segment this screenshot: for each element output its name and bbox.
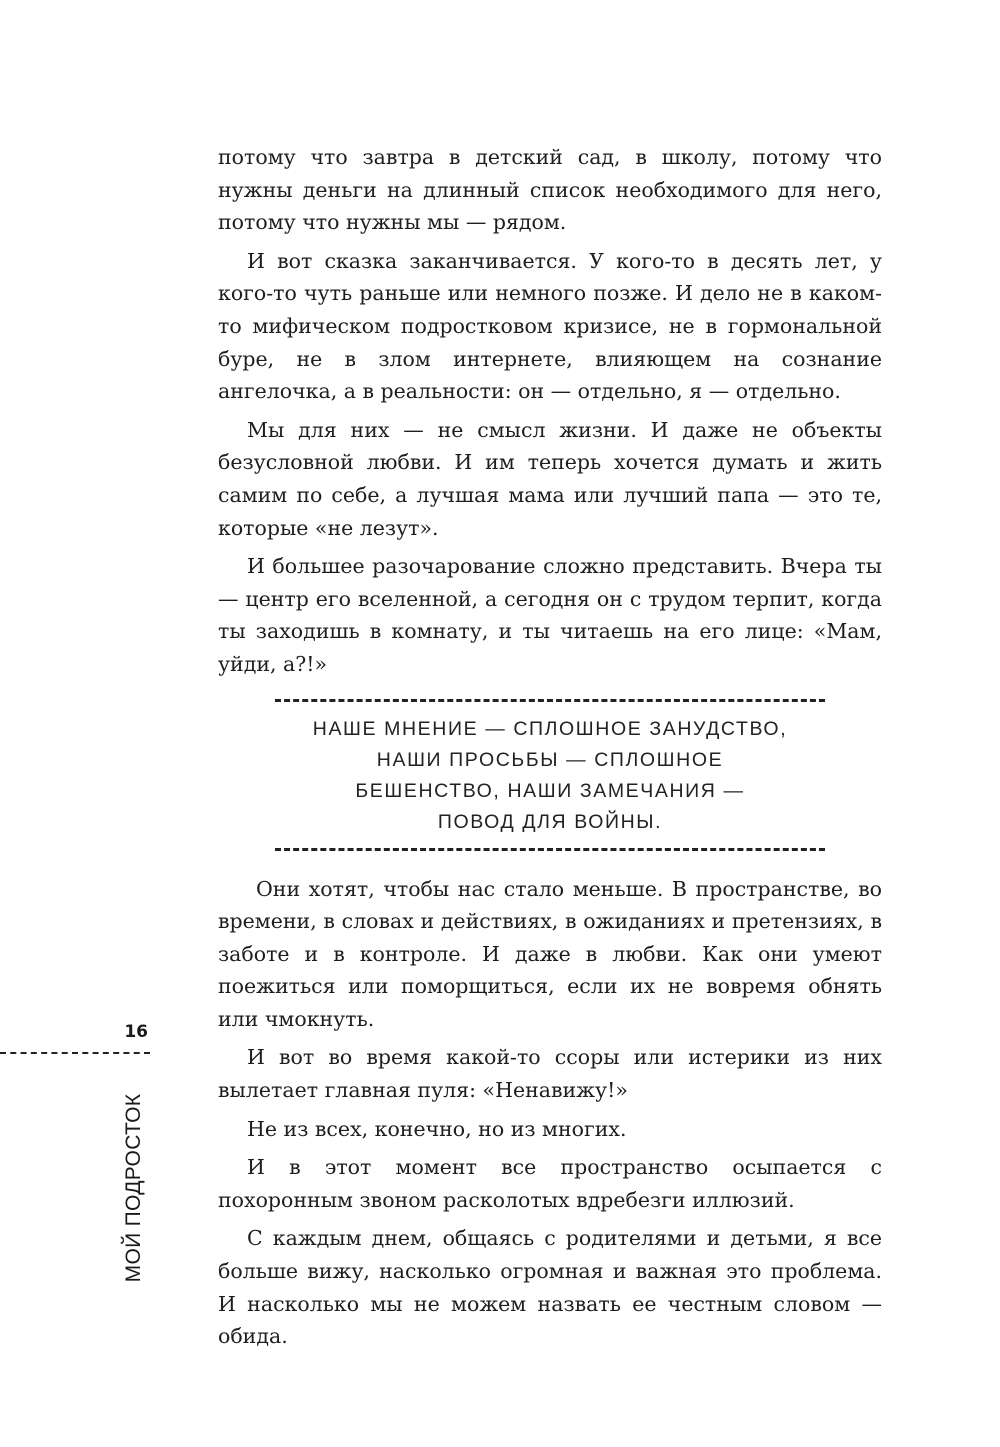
pull-quote-line: ПОВОД ДЛЯ ВОЙНЫ. (437, 810, 663, 833)
main-text-column (218, 141, 882, 1359)
paragraph: И в этот момент все пространство осыпается с похоронным звоном расколотых вдребезги иллюзий. (218, 1155, 882, 1212)
paragraph: С каждым днем, общаясь с родителями и детьми, я все больше вижу, насколько огромная и важная это проблема. И насколько мы не можем назвать ее честным словом — обида. (218, 1226, 882, 1349)
paragraph: потому что завтра в детский сад, в школу, потому что нужны деньги на длинный список необходимого для него, потому что нужны мы — рядом. (218, 145, 882, 235)
pull-quote (218, 699, 882, 851)
running-head-text: МОЙ ПОДРОСТОК (122, 1093, 145, 1283)
running-head (117, 1083, 151, 1293)
paragraph: Они хотят, чтобы нас стало меньше. В пространстве, во времени, в словах и действиях, в ожиданиях и претензиях, в заботе и в контроле. И даже в любви. Как они умеют поежиться или поморщиться, если их не вовремя обнять или чмокнуть. (218, 876, 882, 1031)
paragraph: И вот во время какой-то ссоры или истерики из них вылетает главная пуля: «Ненавижу!» (218, 1045, 882, 1103)
paragraph: И большее разочарование сложно представить. Вчера ты — центр его вселенной, а сегодня он с трудом терпит, когда ты заходишь в комнату, и ты читаешь на его лице: «Мам, уйди, а?!» (218, 554, 882, 676)
pull-quote-line: НАШЕ МНЕНИЕ — СПЛОШНОЕ ЗАНУДСТВО, (312, 717, 788, 740)
pull-quote-text (218, 702, 882, 848)
page-number: 16 (124, 1022, 148, 1042)
paragraph: И вот сказка заканчивается. У кого-то в десять лет, у кого-то чуть раньше или немного позже. И дело не в каком-то мифическом подростковом кризисе, не в гормональной буре, не в злом интернете, влияющем на сознание ангелочка, а в реальности: он — отдельно, я — отдельно. (218, 248, 882, 404)
margin-divider (0, 1052, 150, 1054)
pull-quote-bottom-divider (275, 848, 825, 851)
paragraph: Мы для них — не смысл жизни. И даже не объекты безусловной любви. И им теперь хочется думать и жить самим по себе, а лучшая мама или лучший папа — это те, которые «не лезут». (218, 417, 882, 540)
paragraph: Не из всех, конечно, но из многих. (247, 1116, 627, 1141)
pull-quote-line: БЕШЕНСТВО, НАШИ ЗАМЕЧАНИЯ — (355, 779, 745, 802)
pull-quote-line: НАШИ ПРОСЬБЫ — СПЛОШНОЕ (376, 748, 724, 771)
